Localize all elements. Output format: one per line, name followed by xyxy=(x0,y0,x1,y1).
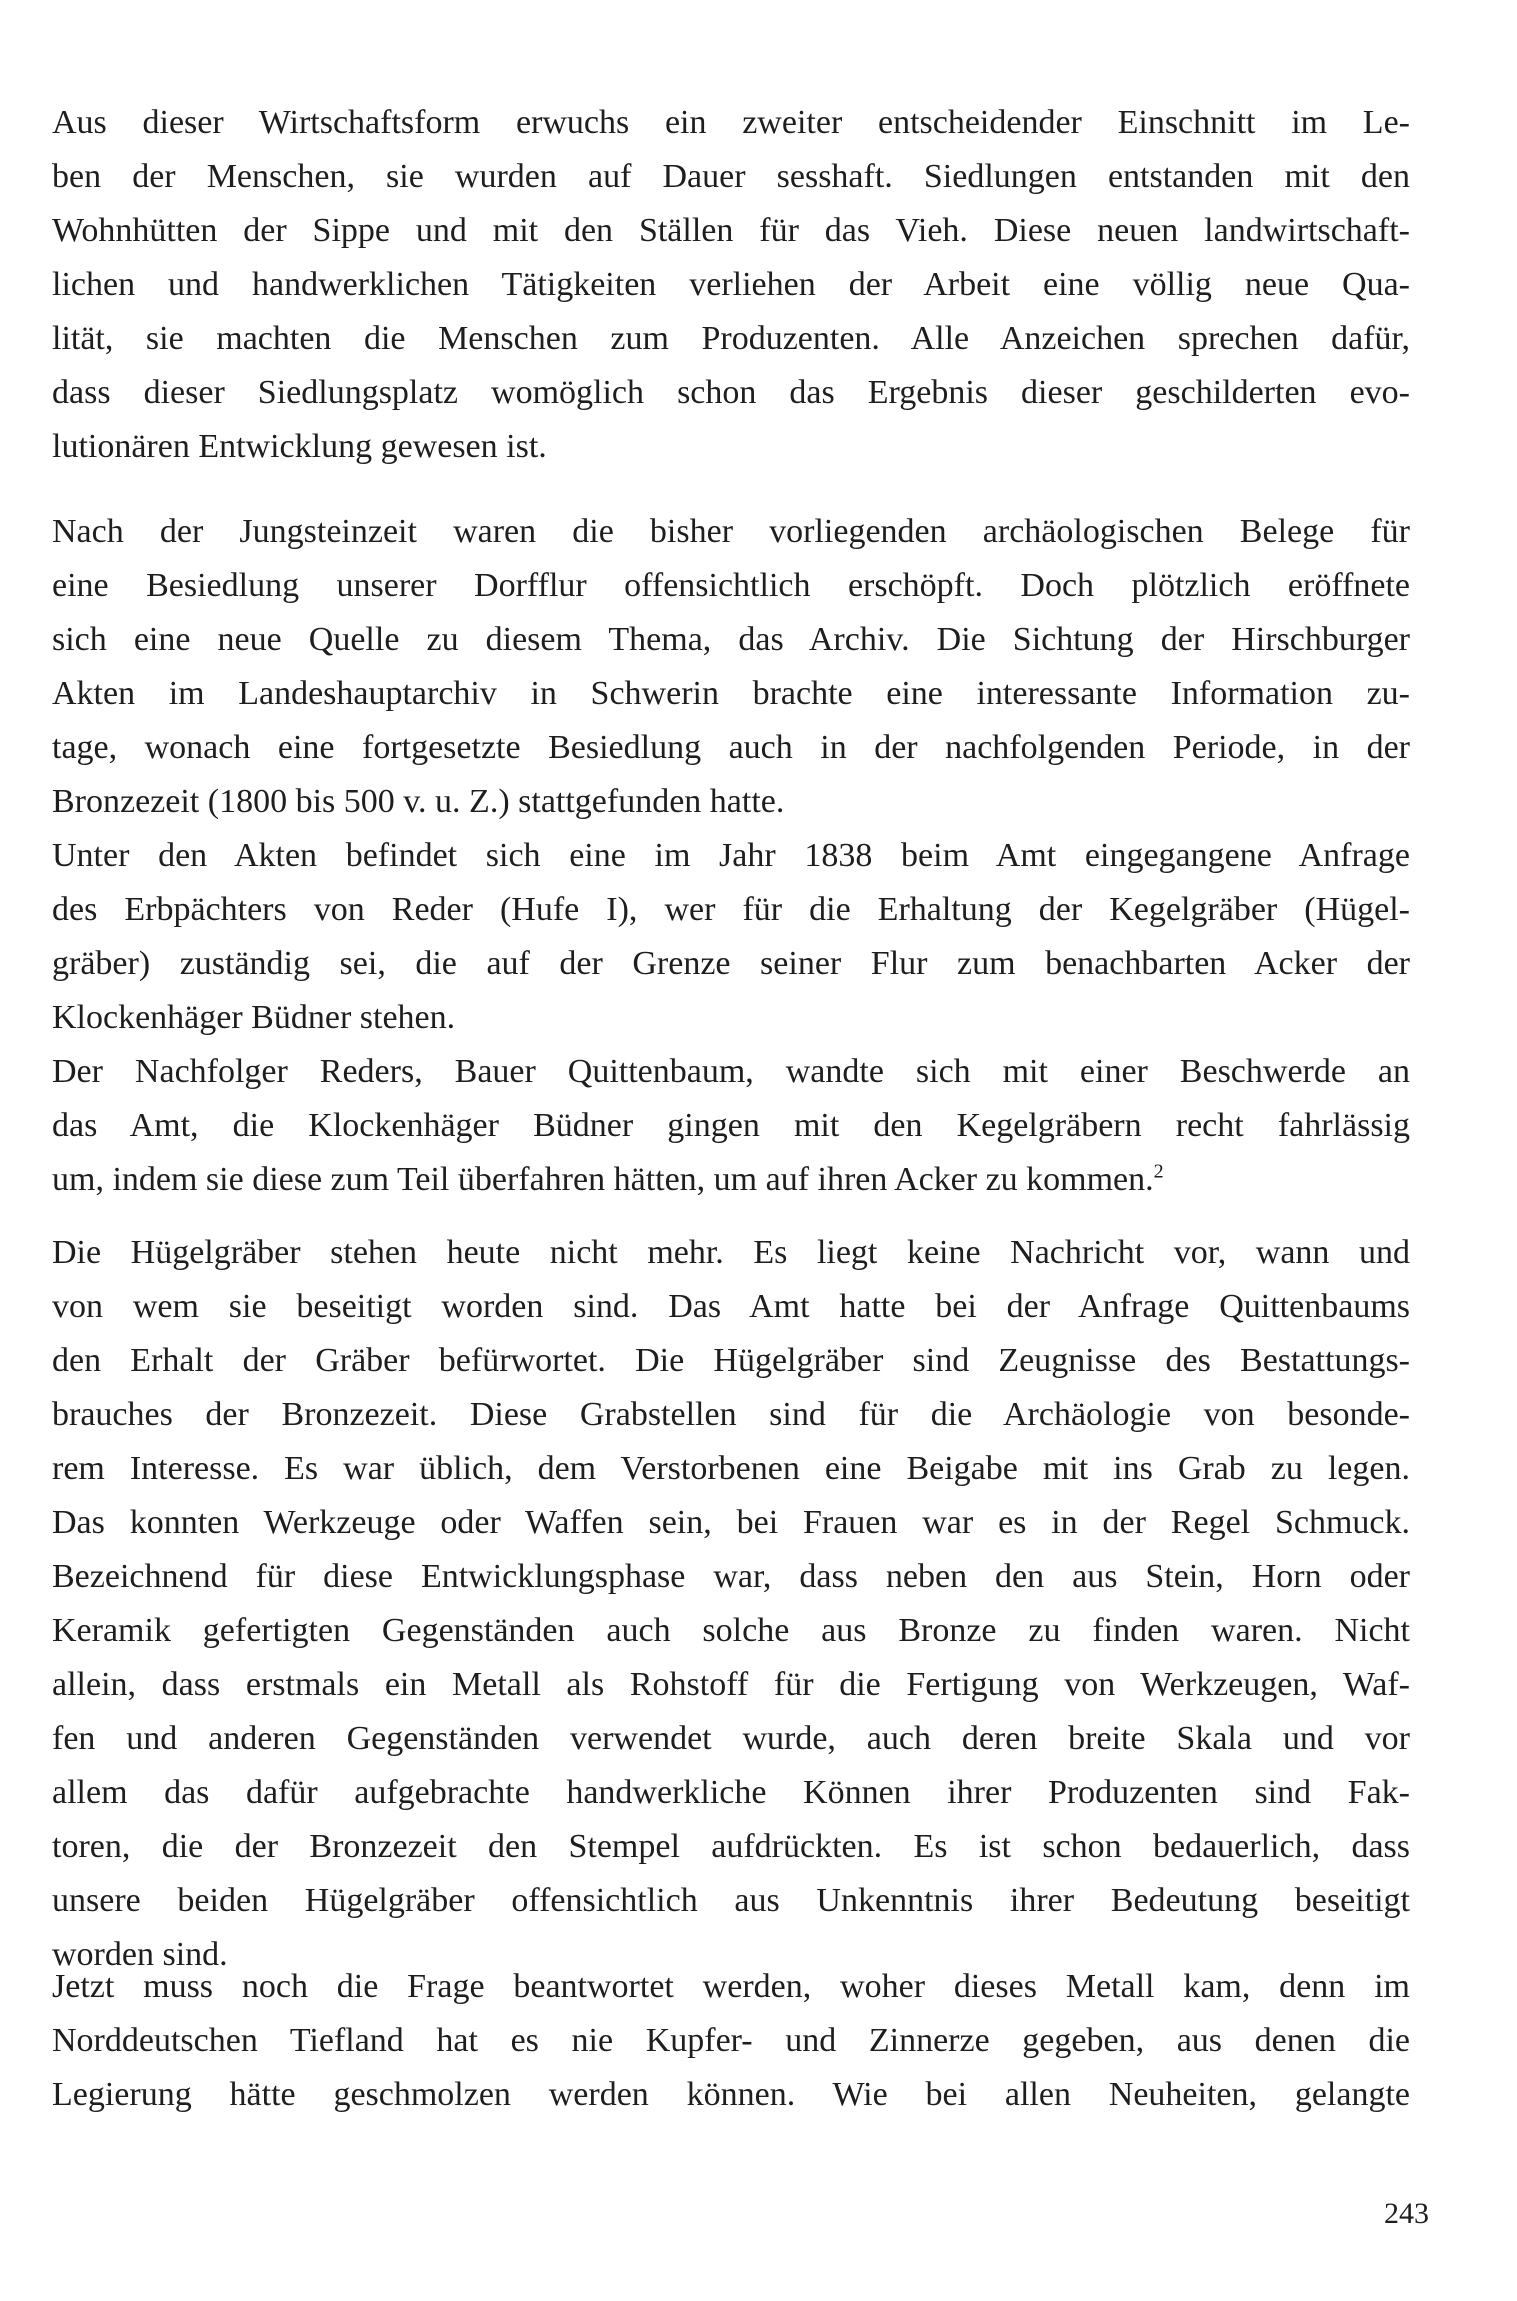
text-line: des Erbpächters von Reder (Hufe I), wer für die Erhaltung der Kegelgräber (Hügel- xyxy=(52,891,1410,928)
text-line: Aus dieser Wirtschaftsform erwuchs ein zweiter entscheidender Einschnitt im Le- xyxy=(52,104,1410,141)
text-line: um, indem sie diese zum Teil überfahren hätten, um auf ihren Acker zu kommen. xyxy=(52,1161,1154,1198)
text-line: gräber) zuständig sei, die auf der Grenze seiner Flur zum benachbarten Acker der xyxy=(52,945,1410,982)
text-line: lutionären Entwicklung gewesen ist. xyxy=(52,428,547,465)
page-number: 243 xyxy=(1384,2197,1429,2230)
text-line: Jetzt muss noch die Frage beantwortet werden, woher dieses Metall kam, denn im xyxy=(52,1968,1410,2005)
text-line: Die Hügelgräber stehen heute nicht mehr. Es liegt keine Nachricht vor, wann und xyxy=(52,1234,1410,1271)
paragraph-metal-origin xyxy=(52,1960,1410,2122)
text-line: eine Besiedlung unserer Dorfflur offensichtlich erschöpft. Doch plötzlich eröffnete xyxy=(52,567,1410,604)
text-line: allein, dass erstmals ein Metall als Rohstoff für die Fertigung von Werkzeugen, Waf- xyxy=(52,1666,1410,1703)
paragraph-burial-mounds xyxy=(52,1226,1410,1982)
text-line: brauches der Bronzezeit. Diese Grabstellen sind für die Archäologie von besonde- xyxy=(52,1396,1410,1433)
text-line: den Erhalt der Gräber befürwortet. Die Hügelgräber sind Zeugnisse des Bestattungs- xyxy=(52,1342,1410,1379)
text-line: von wem sie beseitigt worden sind. Das Amt hatte bei der Anfrage Quittenbaums xyxy=(52,1288,1410,1325)
text-line: Unter den Akten befindet sich eine im Jahr 1838 beim Amt eingegangene Anfrage xyxy=(52,837,1410,874)
text-line: toren, die der Bronzezeit den Stempel aufdrückten. Es ist schon bedauerlich, dass xyxy=(52,1828,1410,1865)
text-line: ben der Menschen, sie wurden auf Dauer sesshaft. Siedlungen entstanden mit den xyxy=(52,158,1410,195)
text-line: lität, sie machten die Menschen zum Produzenten. Alle Anzeichen sprechen dafür, xyxy=(52,320,1410,357)
text-line: sich eine neue Quelle zu diesem Thema, das Archiv. Die Sichtung der Hirschburger xyxy=(52,621,1410,658)
text-line: Das konnten Werkzeuge oder Waffen sein, bei Frauen war es in der Regel Schmuck. xyxy=(52,1504,1410,1541)
text-line: tage, wonach eine fortgesetzte Besiedlung auch in der nachfolgenden Periode, in der xyxy=(52,729,1410,766)
text-line: allem das dafür aufgebrachte handwerkliche Können ihrer Produzenten sind Fak- xyxy=(52,1774,1410,1811)
text-line: worden sind. xyxy=(52,1936,228,1973)
text-line: dass dieser Siedlungsplatz womöglich schon das Ergebnis dieser geschilderten evo- xyxy=(52,374,1410,411)
text-line: das Amt, die Klockenhäger Büdner gingen mit den Kegelgräbern recht fahrlässig xyxy=(52,1107,1410,1144)
text-line: Der Nachfolger Reders, Bauer Quittenbaum, wandte sich mit einer Beschwerde an xyxy=(52,1053,1410,1090)
text-line: unsere beiden Hügelgräber offensichtlich aus Unkenntnis ihrer Bedeutung beseitigt xyxy=(52,1882,1410,1919)
text-line: Akten im Landeshauptarchiv in Schwerin brachte eine interessante Information zu- xyxy=(52,675,1410,712)
text-line: Bronzezeit (1800 bis 500 v. u. Z.) stattgefunden hatte. xyxy=(52,783,785,820)
text-line-with-footnote xyxy=(52,1153,1410,1207)
text-line: rem Interesse. Es war üblich, dem Verstorbenen eine Beigabe mit ins Grab zu legen. xyxy=(52,1450,1410,1487)
text-line: Norddeutschen Tiefland hat es nie Kupfer- und Zinnerze gegeben, aus denen die xyxy=(52,2022,1410,2059)
text-line: Wohnhütten der Sippe und mit den Ställen für das Vieh. Diese neuen landwirtschaft- xyxy=(52,212,1410,249)
text-line: Legierung hätte geschmolzen werden können. Wie bei allen Neuheiten, gelangte xyxy=(52,2076,1410,2113)
text-line: Bezeichnend für diese Entwicklungsphase war, dass neben den aus Stein, Horn oder xyxy=(52,1558,1410,1595)
text-line: Nach der Jungsteinzeit waren die bisher vorliegenden archäologischen Belege für xyxy=(52,513,1410,550)
text-line: lichen und handwerklichen Tätigkeiten verliehen der Arbeit eine völlig neue Qua- xyxy=(52,266,1410,303)
text-line: fen und anderen Gegenständen verwendet wurde, auch deren breite Skala und vor xyxy=(52,1720,1410,1757)
paragraph-settlement xyxy=(52,96,1410,474)
text-line: Klockenhäger Büdner stehen. xyxy=(52,999,456,1036)
paragraph-archive xyxy=(52,505,1410,1207)
footnote-marker: 2 xyxy=(1153,1160,1164,1183)
text-line: Keramik gefertigten Gegenständen auch solche aus Bronze zu finden waren. Nicht xyxy=(52,1612,1410,1649)
